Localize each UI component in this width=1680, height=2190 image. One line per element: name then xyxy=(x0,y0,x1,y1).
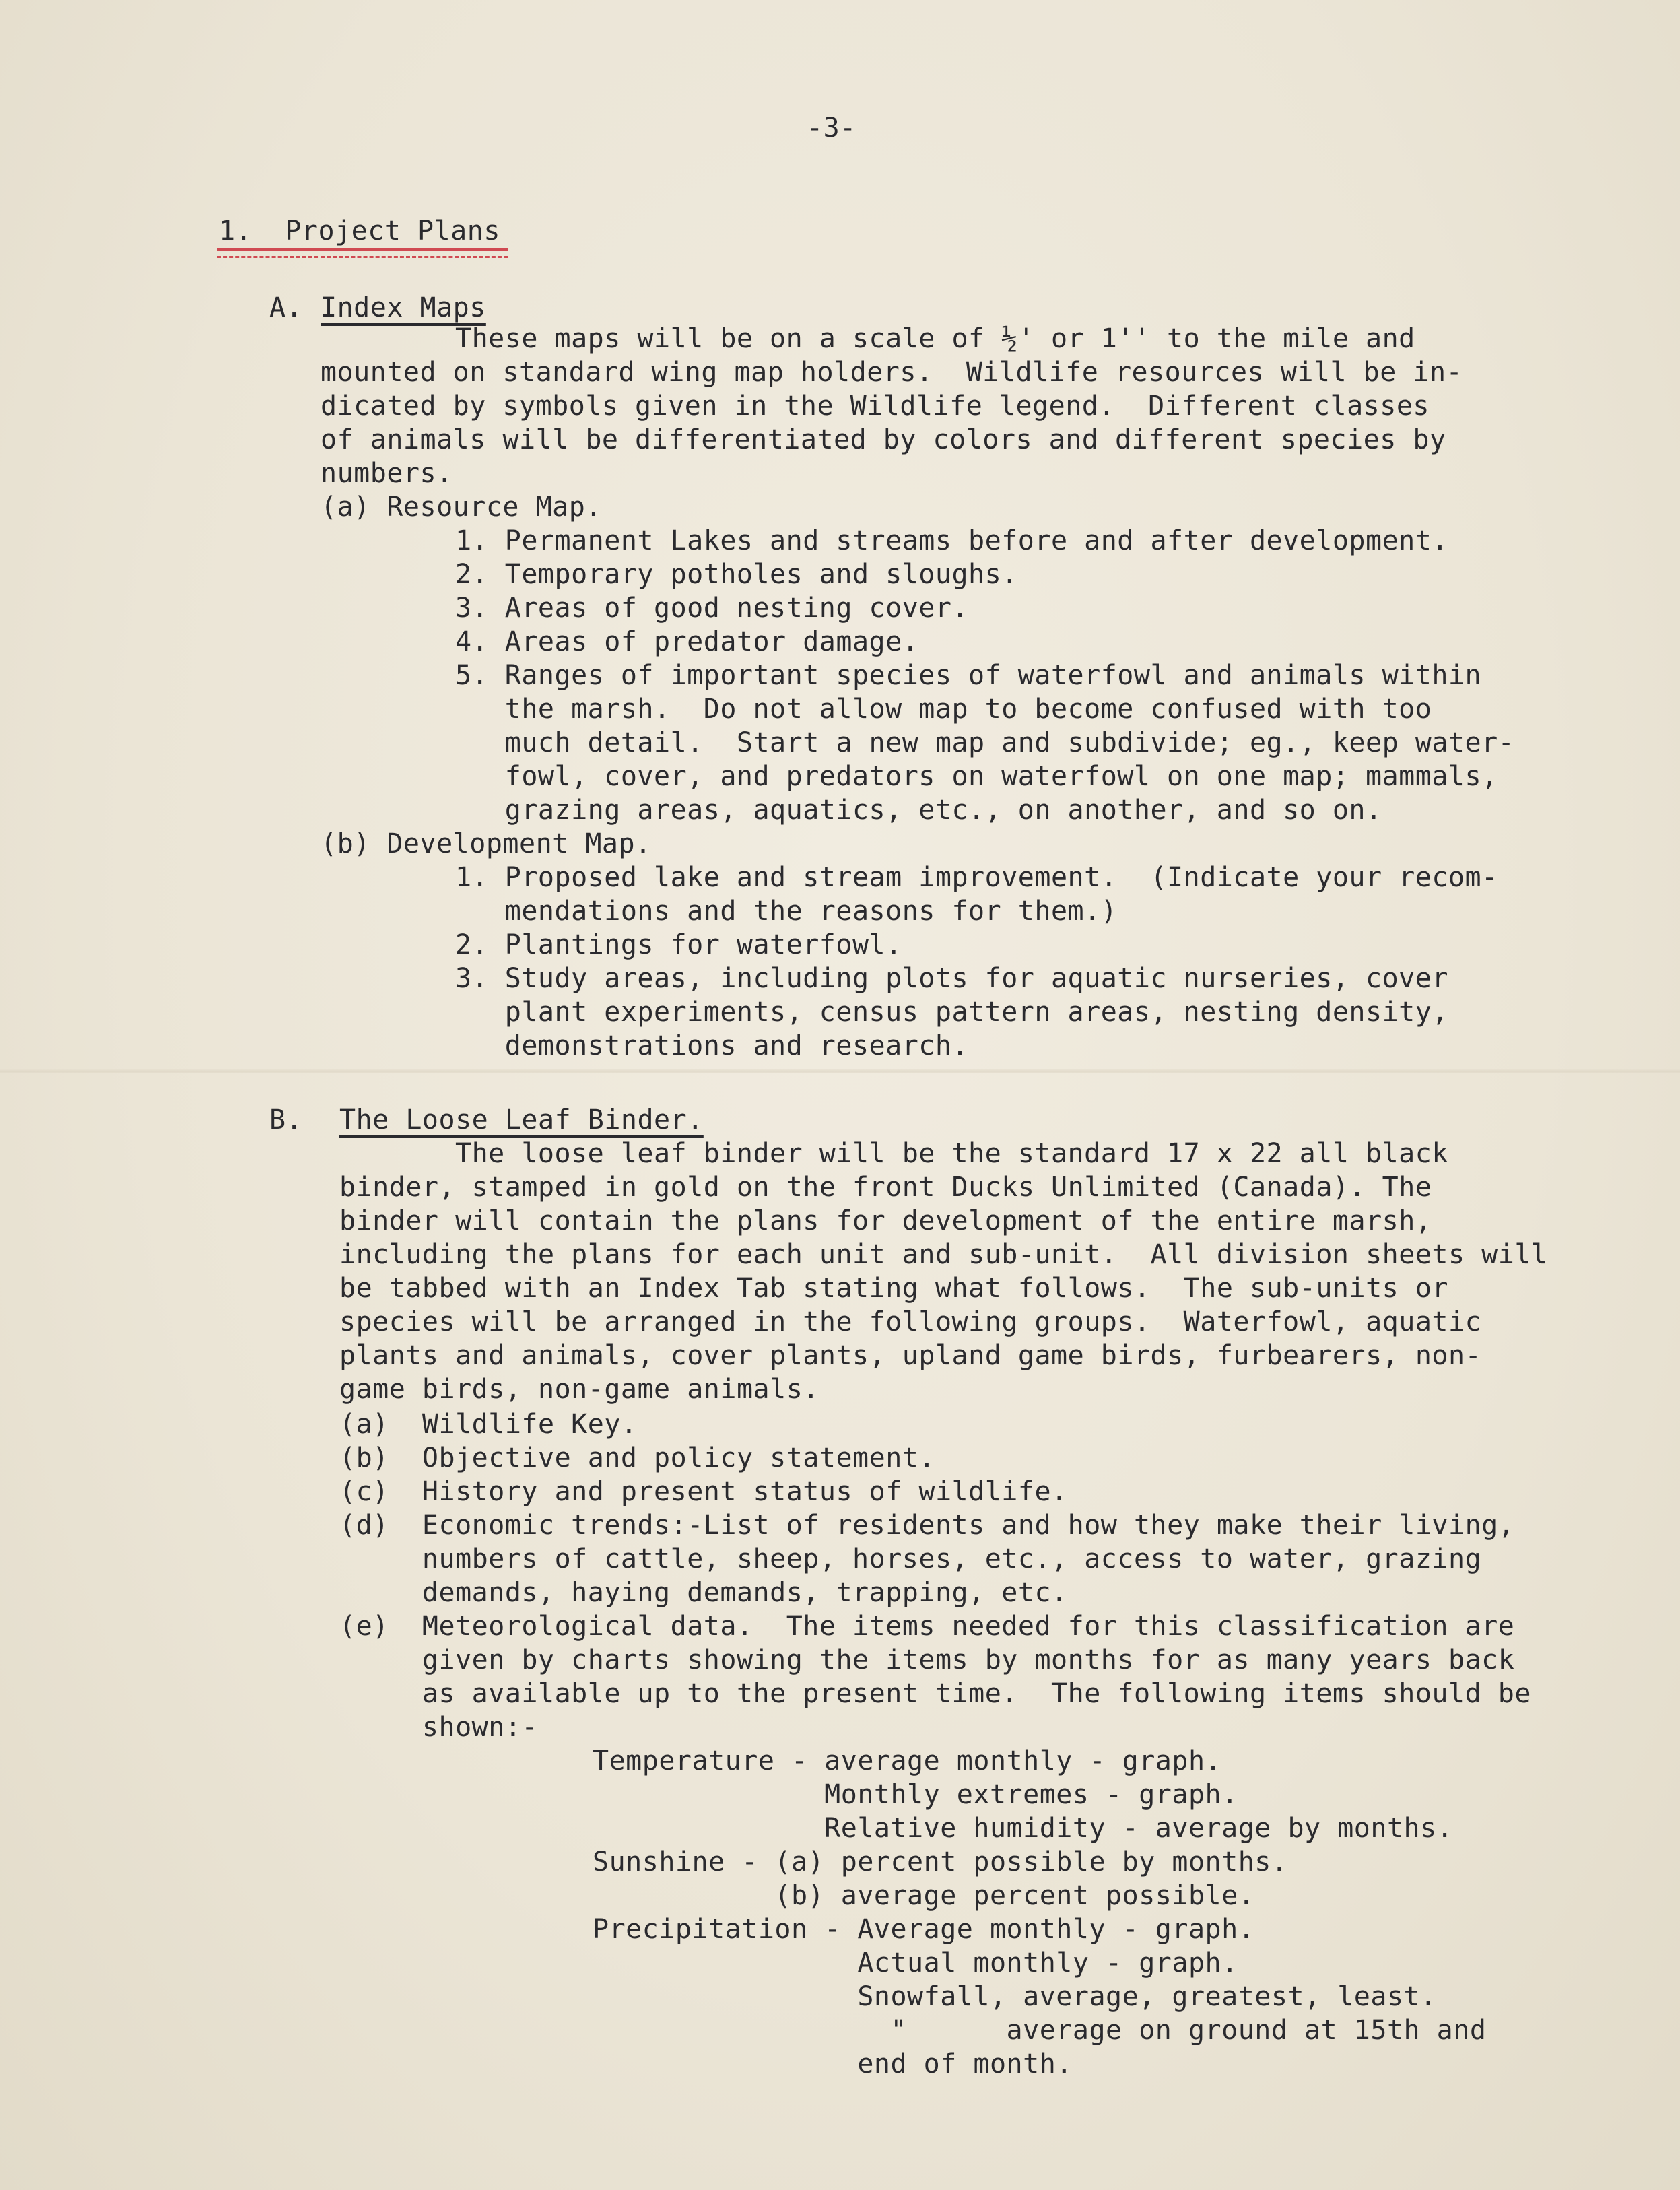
part-b-item: demands, haying demands, trapping, etc. xyxy=(339,1577,1068,1608)
part-b-title: The Loose Leaf Binder. xyxy=(339,1104,704,1135)
meteo-line: (b) average percent possible. xyxy=(593,1880,1255,1911)
page-number: -3- xyxy=(807,112,856,143)
meteo-line: Temperature - average monthly - graph. xyxy=(593,1746,1222,1777)
meteo-line: end of month. xyxy=(593,2049,1073,2080)
part-a-line-1: These maps will be on a scale of ½' or 1'' to the mile and xyxy=(455,323,1415,354)
part-b-line: species will be arranged in the following groups. Waterfowl, aquatic xyxy=(339,1306,1482,1337)
part-b-item: given by charts showing the items by months for as many years back xyxy=(339,1645,1515,1675)
part-b-item: (a) Wildlife Key. xyxy=(339,1409,638,1440)
meteo-line: Snowfall, average, greatest, least. xyxy=(593,1981,1437,2012)
development-item: 1. Proposed lake and stream improvement. (Indicate your recom- xyxy=(455,862,1498,893)
resource-item: fowl, cover, and predators on waterfowl on one map; mammals, xyxy=(455,761,1498,792)
part-b-line: binder, stamped in gold on the front Ducks Unlimited (Canada). The xyxy=(339,1172,1432,1203)
part-b-item: shown:- xyxy=(339,1712,538,1743)
part-b-line: The loose leaf binder will be the standard 17 x 22 all black xyxy=(455,1138,1448,1169)
resource-item: 3. Areas of good nesting cover. xyxy=(455,593,969,624)
section-heading: 1. Project Plans xyxy=(219,215,500,246)
part-a-marker: A. xyxy=(269,292,303,323)
part-b-item: (e) Meteorological data. The items needed for this classification are xyxy=(339,1611,1515,1642)
meteo-line: " average on ground at 15th and xyxy=(593,2015,1487,2046)
development-map-label: (b) Development Map. xyxy=(321,828,652,859)
part-b-item: (c) History and present status of wildlife. xyxy=(339,1476,1068,1507)
part-b-line: plants and animals, cover plants, upland game birds, furbearers, non- xyxy=(339,1340,1482,1371)
development-item: mendations and the reasons for them.) xyxy=(455,896,1118,927)
part-a-line-3: dicated by symbols given in the Wildlife legend. Different classes xyxy=(321,391,1430,422)
meteo-line: Actual monthly - graph. xyxy=(593,1948,1238,1979)
part-b-line: be tabbed with an Index Tab stating what follows. The sub-units or xyxy=(339,1273,1448,1304)
part-b-item: as available up to the present time. The following items should be xyxy=(339,1678,1531,1709)
paper-fold xyxy=(0,1069,1680,1073)
resource-item: 5. Ranges of important species of waterfowl and animals within xyxy=(455,660,1482,691)
part-b-line: binder will contain the plans for development of the entire marsh, xyxy=(339,1205,1432,1236)
resource-item: 4. Areas of predator damage. xyxy=(455,626,919,657)
part-b-item: (d) Economic trends:-List of residents and how they make their living, xyxy=(339,1510,1515,1541)
part-a-line-5: numbers. xyxy=(321,458,453,489)
meteo-line: Monthly extremes - graph. xyxy=(593,1779,1238,1810)
part-a-line-2: mounted on standard wing map holders. Wildlife resources will be in- xyxy=(321,357,1463,388)
part-b-marker: B. xyxy=(269,1104,303,1135)
part-b-line: including the plans for each unit and sub-unit. All division sheets will xyxy=(339,1239,1548,1270)
meteo-line: Sunshine - (a) percent possible by months. xyxy=(593,1847,1288,1878)
meteo-line: Relative humidity - average by months. xyxy=(593,1813,1454,1844)
resource-item: much detail. Start a new map and subdivide; eg., keep water- xyxy=(455,727,1515,758)
development-item: 3. Study areas, including plots for aquatic nurseries, cover xyxy=(455,963,1448,994)
part-b-item: numbers of cattle, sheep, horses, etc., access to water, grazing xyxy=(339,1544,1482,1574)
resource-item: the marsh. Do not allow map to become confused with too xyxy=(455,694,1432,725)
part-a-title: Index Maps xyxy=(321,292,486,323)
heading-red-underline-dashed xyxy=(217,256,508,258)
part-b-item: (b) Objective and policy statement. xyxy=(339,1442,935,1473)
resource-map-label: (a) Resource Map. xyxy=(321,492,602,523)
resource-item: 2. Temporary potholes and sloughs. xyxy=(455,559,1018,590)
heading-red-underline xyxy=(217,248,508,251)
development-item: plant experiments, census pattern areas, nesting density, xyxy=(455,997,1448,1028)
part-a-line-4: of animals will be differentiated by colors and different species by xyxy=(321,424,1446,455)
development-item: 2. Plantings for waterfowl. xyxy=(455,929,902,960)
development-item: demonstrations and research. xyxy=(455,1030,969,1061)
resource-item: grazing areas, aquatics, etc., on another, and so on. xyxy=(455,795,1382,826)
resource-item: 1. Permanent Lakes and streams before and after development. xyxy=(455,525,1448,556)
meteo-line: Precipitation - Average monthly - graph. xyxy=(593,1914,1255,1945)
part-b-line: game birds, non-game animals. xyxy=(339,1374,819,1405)
